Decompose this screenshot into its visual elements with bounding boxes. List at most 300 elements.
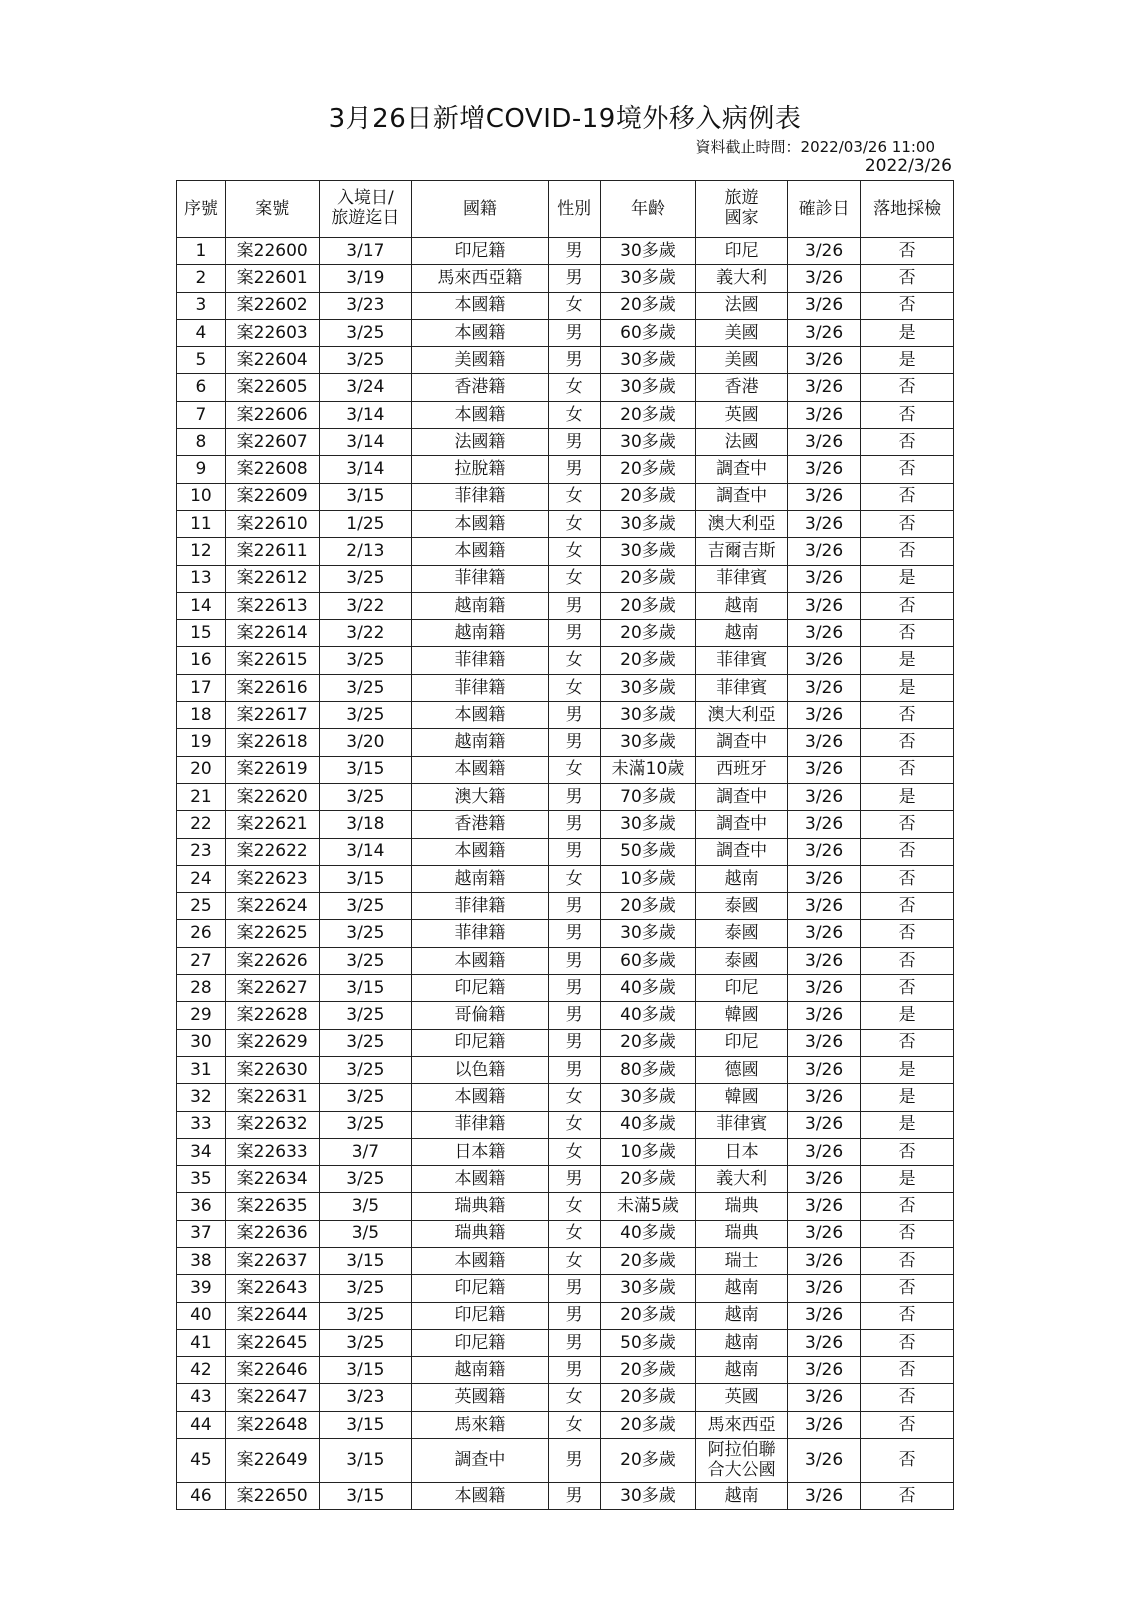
cell-case-number: 案22602 <box>225 292 319 319</box>
cell-sex: 男 <box>548 265 600 292</box>
cell-nationality: 印尼籍 <box>412 1302 548 1329</box>
cell-airport-test: 否 <box>861 456 954 483</box>
header-country-line2: 國家 <box>724 208 759 228</box>
cell-travel-country <box>696 1439 788 1483</box>
cell-age: 30多歲 <box>600 429 696 456</box>
cell-sex: 男 <box>548 1056 600 1083</box>
cell-confirmed-date: 3/26 <box>787 1111 860 1138</box>
cell-entry-date: 3/25 <box>319 1302 412 1329</box>
cell-nationality: 越南籍 <box>412 620 548 647</box>
cell-confirmed-date: 3/26 <box>787 483 860 510</box>
cell-entry-date: 3/23 <box>319 1384 412 1411</box>
cell-nationality: 法國籍 <box>412 429 548 456</box>
cell-seq: 14 <box>177 592 226 619</box>
cell-nationality: 印尼籍 <box>412 238 548 265</box>
cell-nationality: 英國籍 <box>412 1384 548 1411</box>
cell-sex: 男 <box>548 783 600 810</box>
cell-age: 60多歲 <box>600 947 696 974</box>
cell-case-number: 案22619 <box>225 756 319 783</box>
cell-seq: 11 <box>177 510 226 537</box>
table-row <box>177 265 954 292</box>
cell-airport-test: 否 <box>861 592 954 619</box>
cell-airport-test: 否 <box>861 620 954 647</box>
cell-entry-date: 3/25 <box>319 783 412 810</box>
cell-nationality: 美國籍 <box>412 347 548 374</box>
cell-confirmed-date: 3/26 <box>787 702 860 729</box>
cell-entry-date: 3/25 <box>319 647 412 674</box>
cell-nationality: 菲律籍 <box>412 920 548 947</box>
cell-case-number: 案22612 <box>225 565 319 592</box>
cell-age: 30多歲 <box>600 702 696 729</box>
cell-confirmed-date: 3/26 <box>787 893 860 920</box>
cell-seq: 15 <box>177 620 226 647</box>
cell-case-number: 案22645 <box>225 1329 319 1356</box>
header-sex: 性別 <box>548 181 600 238</box>
cell-airport-test: 否 <box>861 1029 954 1056</box>
cell-seq: 6 <box>177 374 226 401</box>
cell-airport-test: 否 <box>861 374 954 401</box>
cell-seq: 7 <box>177 401 226 428</box>
cell-seq: 22 <box>177 811 226 838</box>
cell-confirmed-date: 3/26 <box>787 565 860 592</box>
cell-seq: 3 <box>177 292 226 319</box>
cell-travel-country: 韓國 <box>696 1002 788 1029</box>
cell-confirmed-date: 3/26 <box>787 1357 860 1384</box>
cell-case-number: 案22603 <box>225 319 319 346</box>
cell-confirmed-date: 3/26 <box>787 429 860 456</box>
cell-travel-country: 英國 <box>696 1384 788 1411</box>
cell-travel-country: 調查中 <box>696 483 788 510</box>
cell-entry-date: 3/25 <box>319 1111 412 1138</box>
cell-confirmed-date: 3/26 <box>787 592 860 619</box>
cell-travel-country: 瑞典 <box>696 1220 788 1247</box>
table-row <box>177 1384 954 1411</box>
cell-nationality: 香港籍 <box>412 374 548 401</box>
cell-sex: 女 <box>548 674 600 701</box>
cell-confirmed-date: 3/26 <box>787 1084 860 1111</box>
cell-entry-date: 3/19 <box>319 265 412 292</box>
cell-sex: 女 <box>548 1411 600 1438</box>
cell-airport-test: 否 <box>861 1138 954 1165</box>
cell-case-number: 案22605 <box>225 374 319 401</box>
cell-nationality: 瑞典籍 <box>412 1220 548 1247</box>
cell-seq: 34 <box>177 1138 226 1165</box>
cell-case-number: 案22613 <box>225 592 319 619</box>
cell-confirmed-date: 3/26 <box>787 729 860 756</box>
cell-age: 30多歲 <box>600 1275 696 1302</box>
cell-entry-date: 3/15 <box>319 1411 412 1438</box>
cell-entry-date: 3/25 <box>319 1002 412 1029</box>
table-row <box>177 756 954 783</box>
table-row <box>177 1483 954 1510</box>
cell-sex: 男 <box>548 947 600 974</box>
cell-seq: 33 <box>177 1111 226 1138</box>
cell-entry-date: 3/25 <box>319 319 412 346</box>
cell-age: 80多歲 <box>600 1056 696 1083</box>
cell-case-number: 案22629 <box>225 1029 319 1056</box>
cell-age: 20多歲 <box>600 1357 696 1384</box>
cell-travel-country: 越南 <box>696 592 788 619</box>
cell-travel-country: 日本 <box>696 1138 788 1165</box>
cell-travel-country: 英國 <box>696 401 788 428</box>
header-nationality: 國籍 <box>412 181 548 238</box>
cell-confirmed-date: 3/26 <box>787 1138 860 1165</box>
cell-sex: 男 <box>548 893 600 920</box>
table-row <box>177 947 954 974</box>
cell-case-number: 案22633 <box>225 1138 319 1165</box>
cell-confirmed-date: 3/26 <box>787 1302 860 1329</box>
cell-nationality: 本國籍 <box>412 319 548 346</box>
cell-airport-test: 否 <box>861 702 954 729</box>
cell-age: 60多歲 <box>600 319 696 346</box>
table-row <box>177 1029 954 1056</box>
cell-case-number: 案22621 <box>225 811 319 838</box>
cell-sex: 男 <box>548 592 600 619</box>
cell-airport-test: 否 <box>861 729 954 756</box>
cell-airport-test: 否 <box>861 756 954 783</box>
cell-seq: 45 <box>177 1439 226 1483</box>
cell-age: 10多歲 <box>600 865 696 892</box>
cell-entry-date: 3/25 <box>319 1029 412 1056</box>
cell-age: 30多歲 <box>600 238 696 265</box>
cell-entry-date: 3/25 <box>319 1056 412 1083</box>
cell-case-number: 案22644 <box>225 1302 319 1329</box>
cell-confirmed-date: 3/26 <box>787 319 860 346</box>
cell-confirmed-date: 3/26 <box>787 1329 860 1356</box>
cell-age: 30多歲 <box>600 674 696 701</box>
cell-age: 20多歲 <box>600 592 696 619</box>
cell-case-number: 案22609 <box>225 483 319 510</box>
cell-confirmed-date: 3/26 <box>787 783 860 810</box>
cell-nationality: 越南籍 <box>412 865 548 892</box>
cell-sex: 女 <box>548 647 600 674</box>
cell-airport-test: 是 <box>861 1002 954 1029</box>
cell-entry-date: 3/15 <box>319 756 412 783</box>
cell-sex: 男 <box>548 1302 600 1329</box>
cell-confirmed-date: 3/26 <box>787 374 860 401</box>
cell-case-number: 案22650 <box>225 1483 319 1510</box>
cell-sex: 女 <box>548 374 600 401</box>
cell-nationality: 本國籍 <box>412 1483 548 1510</box>
cell-nationality: 本國籍 <box>412 292 548 319</box>
cell-confirmed-date: 3/26 <box>787 865 860 892</box>
cell-confirmed-date: 3/26 <box>787 1275 860 1302</box>
cell-confirmed-date: 3/26 <box>787 265 860 292</box>
cell-confirmed-date: 3/26 <box>787 920 860 947</box>
cell-age: 30多歲 <box>600 920 696 947</box>
cell-airport-test: 否 <box>861 1220 954 1247</box>
cell-seq: 37 <box>177 1220 226 1247</box>
cell-age: 20多歲 <box>600 1029 696 1056</box>
cell-sex: 男 <box>548 1439 600 1483</box>
cell-travel-country: 韓國 <box>696 1084 788 1111</box>
cell-airport-test: 否 <box>861 429 954 456</box>
cell-airport-test: 否 <box>861 865 954 892</box>
cell-confirmed-date: 3/26 <box>787 1411 860 1438</box>
cell-confirmed-date: 3/26 <box>787 947 860 974</box>
cell-nationality: 澳大籍 <box>412 783 548 810</box>
cell-age: 未滿5歲 <box>600 1193 696 1220</box>
data-cutoff-time: 資料截止時間：2022/03/26 11:00 <box>695 138 935 156</box>
cell-nationality: 本國籍 <box>412 702 548 729</box>
cell-seq: 25 <box>177 893 226 920</box>
cell-travel-country: 瑞典 <box>696 1193 788 1220</box>
cell-airport-test: 是 <box>861 1056 954 1083</box>
cell-confirmed-date: 3/26 <box>787 1384 860 1411</box>
cell-sex: 女 <box>548 1193 600 1220</box>
cell-seq: 24 <box>177 865 226 892</box>
cell-confirmed-date: 3/26 <box>787 674 860 701</box>
table-row <box>177 483 954 510</box>
cell-sex: 女 <box>548 538 600 565</box>
cell-sex: 女 <box>548 1247 600 1274</box>
cell-travel-country-line: 合大公國 <box>707 1459 776 1480</box>
cell-seq: 4 <box>177 319 226 346</box>
cell-entry-date: 3/15 <box>319 1357 412 1384</box>
cell-nationality: 菲律籍 <box>412 893 548 920</box>
cell-sex: 男 <box>548 347 600 374</box>
cell-seq: 30 <box>177 1029 226 1056</box>
cell-sex: 男 <box>548 702 600 729</box>
cell-entry-date: 3/14 <box>319 838 412 865</box>
cell-seq: 35 <box>177 1166 226 1193</box>
cases-table <box>176 180 954 1510</box>
cell-sex: 男 <box>548 811 600 838</box>
cell-case-number: 案22634 <box>225 1166 319 1193</box>
cell-nationality: 越南籍 <box>412 592 548 619</box>
cell-airport-test: 否 <box>861 401 954 428</box>
cell-age: 40多歲 <box>600 1220 696 1247</box>
cell-entry-date: 3/25 <box>319 702 412 729</box>
cell-airport-test: 否 <box>861 1247 954 1274</box>
table-row <box>177 1193 954 1220</box>
cell-seq: 39 <box>177 1275 226 1302</box>
cell-airport-test: 否 <box>861 1483 954 1510</box>
cell-seq: 13 <box>177 565 226 592</box>
header-entry-line2: 旅遊迄日 <box>331 208 400 228</box>
cell-entry-date: 3/25 <box>319 674 412 701</box>
cell-case-number: 案22632 <box>225 1111 319 1138</box>
cell-age: 20多歲 <box>600 1247 696 1274</box>
cell-sex: 女 <box>548 565 600 592</box>
page-title: 3月26日新增COVID-19境外移入病例表 <box>328 104 802 134</box>
cell-sex: 女 <box>548 1220 600 1247</box>
cell-travel-country: 調查中 <box>696 811 788 838</box>
cases-table-body <box>177 238 954 1510</box>
cell-airport-test: 否 <box>861 1439 954 1483</box>
cell-nationality: 本國籍 <box>412 401 548 428</box>
cell-age: 30多歲 <box>600 811 696 838</box>
cell-nationality: 印尼籍 <box>412 975 548 1002</box>
cell-airport-test: 否 <box>861 510 954 537</box>
table-row <box>177 374 954 401</box>
cell-nationality: 本國籍 <box>412 756 548 783</box>
cell-seq: 18 <box>177 702 226 729</box>
table-row <box>177 674 954 701</box>
cell-case-number: 案22628 <box>225 1002 319 1029</box>
cell-entry-date: 1/25 <box>319 510 412 537</box>
cell-entry-date: 3/14 <box>319 429 412 456</box>
cell-case-number: 案22622 <box>225 838 319 865</box>
cell-confirmed-date: 3/26 <box>787 975 860 1002</box>
cell-age: 50多歲 <box>600 838 696 865</box>
header-travel-country <box>696 181 788 238</box>
cell-confirmed-date: 3/26 <box>787 510 860 537</box>
cell-entry-date: 3/25 <box>319 1329 412 1356</box>
header-entry-line1: 入境日/ <box>337 188 394 209</box>
cell-seq: 40 <box>177 1302 226 1329</box>
table-row <box>177 620 954 647</box>
cell-travel-country: 菲律賓 <box>696 1111 788 1138</box>
cell-travel-country: 越南 <box>696 1302 788 1329</box>
cell-case-number: 案22626 <box>225 947 319 974</box>
cell-age: 20多歲 <box>600 647 696 674</box>
cell-travel-country: 德國 <box>696 1056 788 1083</box>
cell-sex: 男 <box>548 1275 600 1302</box>
cell-travel-country: 美國 <box>696 319 788 346</box>
cell-sex: 女 <box>548 1111 600 1138</box>
cell-nationality: 本國籍 <box>412 510 548 537</box>
cell-confirmed-date: 3/26 <box>787 292 860 319</box>
cell-age: 70多歲 <box>600 783 696 810</box>
cell-age: 20多歲 <box>600 292 696 319</box>
cell-case-number: 案22637 <box>225 1247 319 1274</box>
cell-case-number: 案22647 <box>225 1384 319 1411</box>
cell-airport-test: 是 <box>861 1084 954 1111</box>
cell-nationality: 本國籍 <box>412 1247 548 1274</box>
cell-airport-test: 是 <box>861 674 954 701</box>
header-entry-date <box>319 181 412 238</box>
cell-entry-date: 3/15 <box>319 1483 412 1510</box>
cell-airport-test: 否 <box>861 920 954 947</box>
cell-case-number: 案22631 <box>225 1084 319 1111</box>
cell-travel-country: 越南 <box>696 1357 788 1384</box>
cell-entry-date: 3/15 <box>319 975 412 1002</box>
cell-case-number: 案22627 <box>225 975 319 1002</box>
cell-travel-country: 越南 <box>696 1329 788 1356</box>
cell-travel-country: 調查中 <box>696 838 788 865</box>
cell-seq: 21 <box>177 783 226 810</box>
cell-entry-date: 3/22 <box>319 592 412 619</box>
cell-seq: 26 <box>177 920 226 947</box>
table-row <box>177 347 954 374</box>
table-header-row <box>177 181 954 238</box>
cell-travel-country: 泰國 <box>696 947 788 974</box>
cell-nationality: 印尼籍 <box>412 1029 548 1056</box>
cell-nationality: 本國籍 <box>412 838 548 865</box>
cell-case-number: 案22610 <box>225 510 319 537</box>
cell-travel-country: 越南 <box>696 620 788 647</box>
cell-seq: 8 <box>177 429 226 456</box>
cell-airport-test: 否 <box>861 238 954 265</box>
table-row <box>177 401 954 428</box>
cell-travel-country: 印尼 <box>696 975 788 1002</box>
cell-airport-test: 是 <box>861 1166 954 1193</box>
cell-entry-date: 3/25 <box>319 920 412 947</box>
cell-seq: 2 <box>177 265 226 292</box>
cell-nationality: 調查中 <box>412 1439 548 1483</box>
cell-airport-test: 否 <box>861 1411 954 1438</box>
cell-case-number: 案22648 <box>225 1411 319 1438</box>
cell-sex: 男 <box>548 620 600 647</box>
cell-age: 20多歲 <box>600 1439 696 1483</box>
cell-seq: 36 <box>177 1193 226 1220</box>
table-row <box>177 1056 954 1083</box>
header-age: 年齡 <box>600 181 696 238</box>
cell-sex: 男 <box>548 1029 600 1056</box>
cell-age: 10多歲 <box>600 1138 696 1165</box>
cell-airport-test: 否 <box>861 838 954 865</box>
cell-entry-date: 3/5 <box>319 1193 412 1220</box>
cell-airport-test: 否 <box>861 811 954 838</box>
cell-airport-test: 否 <box>861 1384 954 1411</box>
table-row <box>177 893 954 920</box>
cell-seq: 38 <box>177 1247 226 1274</box>
cell-entry-date: 3/25 <box>319 1166 412 1193</box>
table-row <box>177 1329 954 1356</box>
cell-airport-test: 是 <box>861 565 954 592</box>
cell-airport-test: 否 <box>861 292 954 319</box>
cell-sex: 女 <box>548 1084 600 1111</box>
cell-nationality: 菲律籍 <box>412 647 548 674</box>
cell-age: 40多歲 <box>600 975 696 1002</box>
cell-travel-country: 澳大利亞 <box>696 702 788 729</box>
table-row <box>177 538 954 565</box>
cell-travel-country: 泰國 <box>696 893 788 920</box>
cell-entry-date: 3/18 <box>319 811 412 838</box>
table-row <box>177 565 954 592</box>
cell-travel-country: 越南 <box>696 865 788 892</box>
table-row <box>177 1302 954 1329</box>
cell-confirmed-date: 3/26 <box>787 1002 860 1029</box>
cell-case-number: 案22636 <box>225 1220 319 1247</box>
cell-seq: 42 <box>177 1357 226 1384</box>
cell-case-number: 案22635 <box>225 1193 319 1220</box>
cell-seq: 9 <box>177 456 226 483</box>
table-row <box>177 456 954 483</box>
cell-seq: 31 <box>177 1056 226 1083</box>
cell-entry-date: 3/15 <box>319 483 412 510</box>
cell-sex: 女 <box>548 401 600 428</box>
cell-seq: 23 <box>177 838 226 865</box>
cell-airport-test: 否 <box>861 947 954 974</box>
cell-airport-test: 否 <box>861 1329 954 1356</box>
cell-case-number: 案22643 <box>225 1275 319 1302</box>
cell-seq: 17 <box>177 674 226 701</box>
cell-age: 20多歲 <box>600 893 696 920</box>
cell-age: 20多歲 <box>600 1411 696 1438</box>
cell-airport-test: 否 <box>861 893 954 920</box>
cell-seq: 16 <box>177 647 226 674</box>
table-row <box>177 292 954 319</box>
cell-case-number: 案22618 <box>225 729 319 756</box>
table-row <box>177 319 954 346</box>
cell-nationality: 菲律籍 <box>412 483 548 510</box>
cell-seq: 28 <box>177 975 226 1002</box>
cell-nationality: 越南籍 <box>412 729 548 756</box>
cell-case-number: 案22607 <box>225 429 319 456</box>
table-row <box>177 729 954 756</box>
cell-entry-date: 3/25 <box>319 347 412 374</box>
cell-nationality: 菲律籍 <box>412 674 548 701</box>
cell-travel-country: 香港 <box>696 374 788 401</box>
cell-travel-country: 義大利 <box>696 265 788 292</box>
cell-case-number: 案22600 <box>225 238 319 265</box>
cell-sex: 女 <box>548 510 600 537</box>
table-row <box>177 238 954 265</box>
cell-travel-country: 泰國 <box>696 920 788 947</box>
cell-sex: 男 <box>548 838 600 865</box>
